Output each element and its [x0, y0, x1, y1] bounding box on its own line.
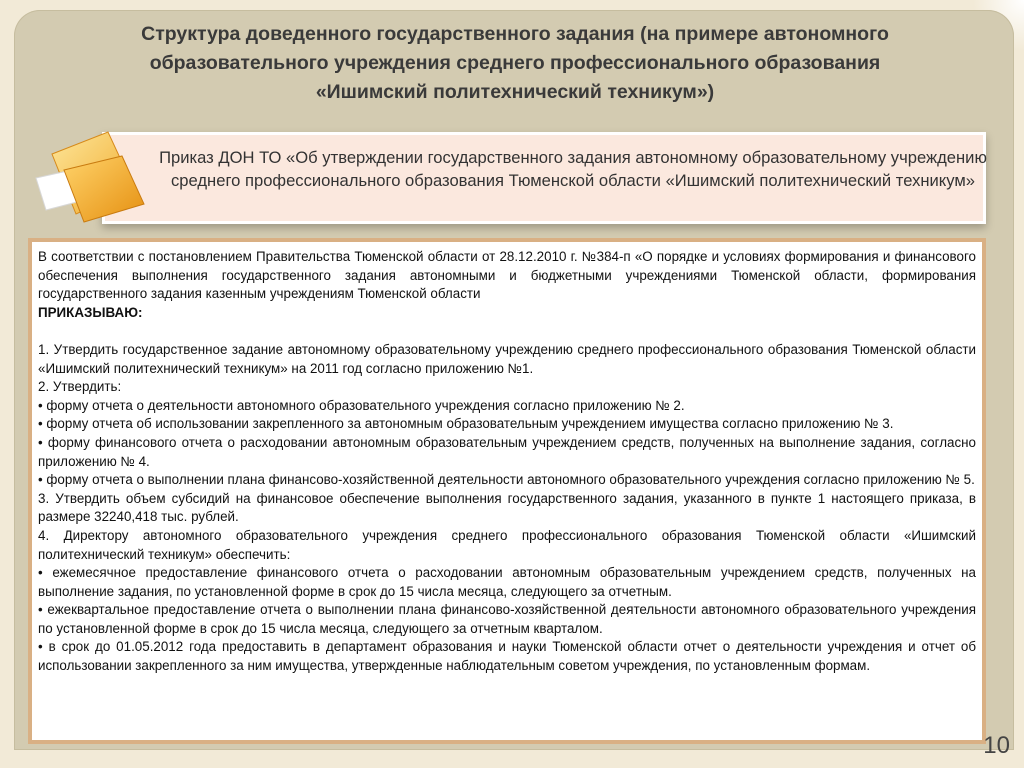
intro-paragraph: В соответствии с постановлением Правительства Тюменской области от 28.12.2010 г. №384-п «О порядке и условиях формирования и финансового обеспечения выполнения государственного задания автономными и бюджетными учреждениями Тюменской области, формирования государственного задания казенным учреждениям Тюменской области [38, 249, 976, 302]
slide-title-line-3: «Ишимский политехнический техникум») [315, 81, 715, 103]
page-number: 10 [983, 732, 1010, 759]
item-2-bullet-3: • форму финансового отчета о расходовании автономным образовательным учреждением средств, полученных на выполнение задания, согласно приложению № 4. [38, 434, 976, 469]
item-4: 4. Директору автономного образовательного учреждения среднего профессионального образования Тюменской области «Ишимский политехнический техникум» обеспечить: [38, 527, 976, 562]
slide-title-line-1: Структура доведенного государственного задания (на примере автономного [141, 23, 889, 45]
item-4-bullet-3: • в срок до 01.05.2012 года предоставить в департамент образования и науки Тюменской области отчет о деятельности учреждения и отчет об использовании закрепленного за ним имущества, утвержденные наблюдательным советом учреждения, по установленным формам. [38, 639, 976, 674]
item-4-bullet-2: • ежеквартальное предоставление отчета о выполнении плана финансово-хозяйственной деятельности автономного образовательного учреждения по установленной форме в срок до 15 числа месяца, следующего за отчетным кварталом. [38, 602, 976, 636]
slide-title-line-2: образовательного учреждения среднего профессионального образования [149, 52, 881, 74]
item-2: 2. Утвердить: [38, 379, 122, 395]
item-2-bullet-1: • форму отчета о деятельности автономного образовательного учреждения согласно приложению № 2. [38, 397, 685, 413]
slide-title [60, 20, 970, 107]
item-3: 3. Утвердить объем субсидий на финансовое обеспечение выполнения государственного задания, указанного в пункте 1 настоящего приказа, в размере 32240,418 тыс. рублей. [38, 490, 976, 525]
spacer [38, 322, 976, 341]
item-1: 1. Утвердить государственное задание автономному образовательному учреждению среднего профессионального образования Тюменской области «Ишимский политехнический техникум» на 2011 год согласно приложению №1. [38, 341, 976, 376]
item-2-bullet-4: • форму отчета о выполнении плана финансово-хозяйственной деятельности автономного образовательного учреждения согласно приложению № 5. [38, 472, 975, 488]
decree-heading: ПРИКАЗЫВАЮ: [38, 304, 143, 320]
order-title: Приказ ДОН ТО «Об утверждении государственного задания автономному образовательному учреждению среднего профессионального образования Тюменской области «Ишимский политехнический техникум» [159, 148, 987, 190]
item-4-bullet-1: • ежемесячное предоставление финансового отчета о расходовании автономным образовательным учреждением средств, полученных на выполнение задания, по установленной форме в срок до 15 числа месяца, следующего за отчетным. [38, 565, 976, 599]
order-content-box [28, 238, 986, 744]
order-banner [102, 132, 986, 224]
folder-icon [30, 126, 150, 226]
item-2-bullet-2: • форму отчета об использовании закрепленного за автономным образовательным учреждением имущества согласно приложению № 3. [38, 416, 894, 432]
order-content-text [38, 248, 976, 676]
